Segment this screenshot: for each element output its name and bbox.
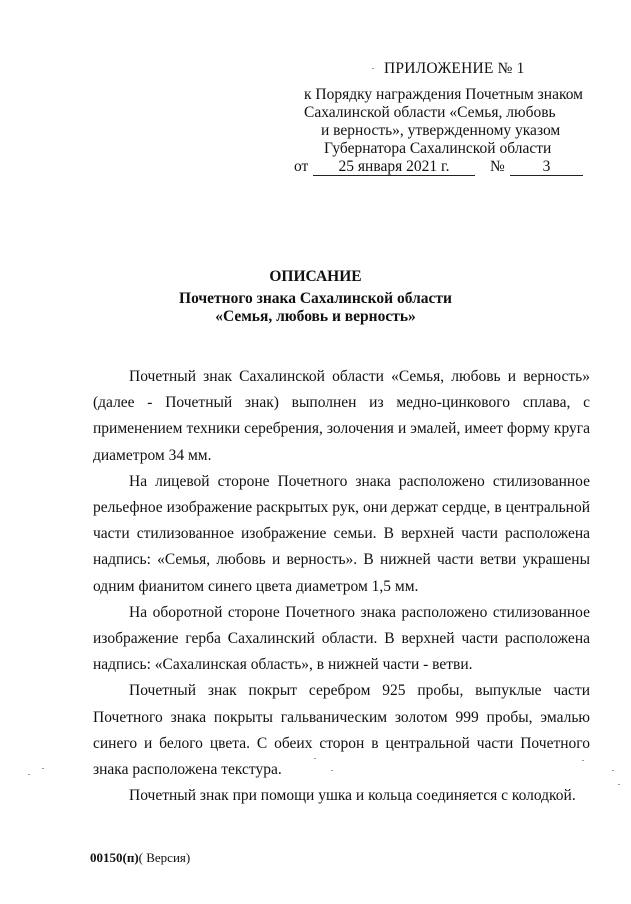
decree-date: 25 января 2021 г. [313,158,475,176]
paragraph: На лицевой стороне Почетного знака расположено стилизованное рельефное изображение раскрытых рук, они держат сердце, в центральной части стилизованное изображение семьи. В верхней части расположена надпись: «Семья, любовь и верность». В нижней части ветви украшены одним фианитом синего цвета диаметром 1,5 мм. [93,472,590,595]
decree-number: 3 [510,158,583,176]
appendix-line-2: Сахалинской области «Семья, любовь [304,104,556,121]
date-number-row [294,158,594,178]
document-award-name: «Семья, любовь и верность» [215,308,416,325]
paragraph: На оборотной стороне Почетного знака расположено стилизованное изображение герба Сахалинский области. В верхней части расположена надпись: «Сахалинская область», в нижней части - ветви. [93,603,590,674]
scan-speck [331,770,333,771]
appendix-title: ПРИЛОЖЕНИЕ № 1 [384,60,525,77]
scan-speck [28,774,30,775]
paragraph: Почетный знак Сахалинской области «Семья, любовь и верность» (далее - Почетный знак) выполнен из медно-цинкового сплава, с применением техники серебрения, золочения и эмалей, имеет форму круга диаметром 34 мм. [93,368,590,464]
scan-speck [582,760,584,761]
scan-speck [618,784,620,785]
footer-code [90,850,190,866]
number-label: № [490,158,505,175]
scan-speck [372,68,374,69]
document-subtitle: Почетного знака Сахалинской области [179,290,452,307]
appendix-line-1: к Порядку награждения Почетным знаком [304,86,583,103]
scan-speck [42,768,44,769]
from-label: от [294,158,309,175]
document-version: ( Версия) [138,850,191,865]
scan-speck [314,758,316,759]
document-body [93,364,590,809]
paragraph: Почетный знак покрыт серебром 925 пробы, выпуклые части Почетного знака покрыты гальваническим золотом 999 пробы, эмалью синего и белого цвета. С обеих сторон в центральной части Почетного знака расположена текстура. [93,682,590,779]
scan-speck [612,770,614,771]
appendix-line-3: и верность», утвержденному указом [321,122,561,139]
document-title: ОПИСАНИЕ [269,268,362,285]
paragraph: Почетный знак при помощи ушка и кольца соединяется с колодкой. [129,787,576,805]
appendix-line-4: Губернатора Сахалинской области [324,140,552,157]
document-code: 00150(п) [90,850,139,865]
